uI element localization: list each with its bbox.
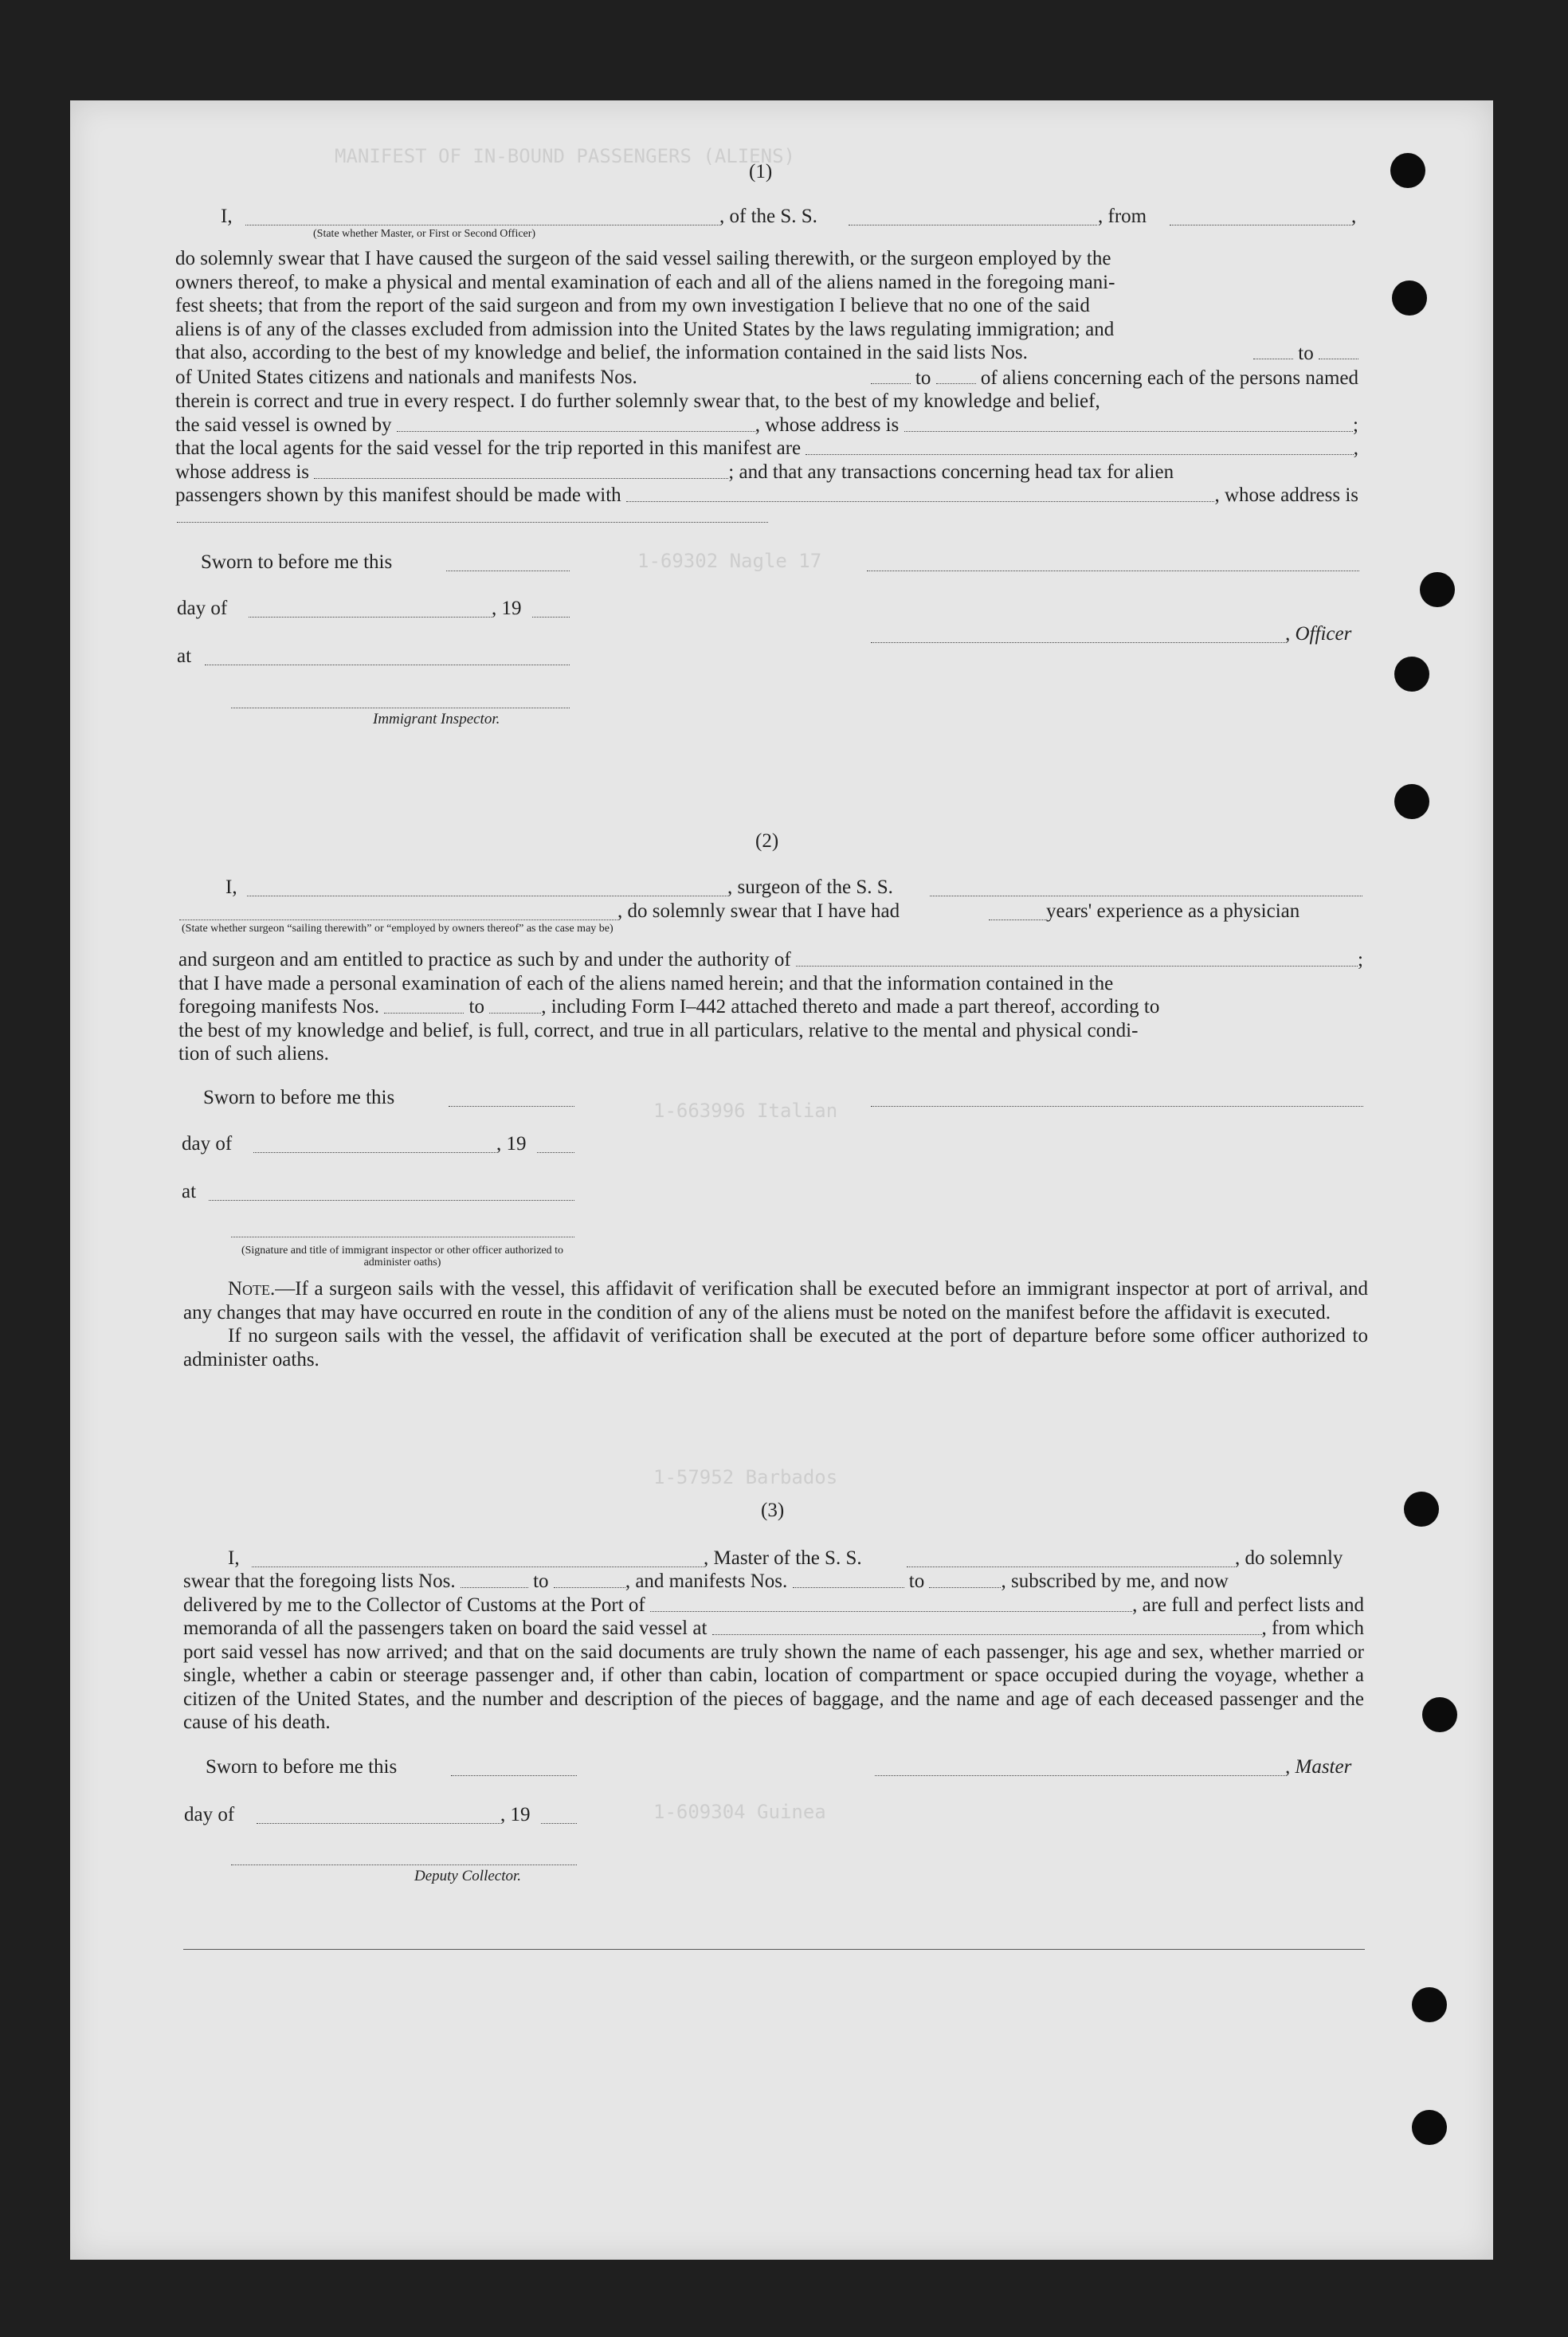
punch-hole [1394,657,1429,692]
section-number: (1) [749,161,773,182]
master-label: , Master [1285,1756,1352,1778]
oath-line: the best of my knowledge and belief, is full, correct, and true in all particulars, relative to the mental and physical condi- [178,1019,1139,1041]
solemnly-label: , do solemnly [1235,1547,1343,1569]
collector-label: Deputy Collector. [414,1868,522,1884]
year-label: , 19 [496,1133,527,1155]
oath-line [183,1570,1364,1594]
year-label: , 19 [492,598,522,619]
owner-field[interactable] [397,414,755,432]
sworn-label: Sworn to before me this [206,1756,398,1778]
of-ss-label: , of the S. S. [719,206,817,227]
oath-text: that also, according to the best of my knowledge and belief, the information contained in the said lists Nos. [175,342,1028,363]
oath-line: that I have made a personal examination of each of the aliens named herein; and that the information contained in the [178,972,1114,994]
agents-field[interactable] [806,437,1353,455]
lists-to-field[interactable] [554,1570,625,1588]
to-label: to [915,367,931,389]
authority-field[interactable] [796,948,1358,967]
owner-label: the said vessel is owned by [175,414,392,436]
oath-line: tion of such aliens. [178,1043,329,1065]
manifests-from-field[interactable] [793,1570,904,1588]
officer-note: (State whether Master, or First or Second Officer) [313,228,536,240]
oath-line [175,341,1358,366]
manifests-from-field[interactable] [384,995,464,1014]
day-of-label: day of [184,1804,235,1825]
oath-text: , are full and perfect lists and [1132,1594,1364,1616]
master-vessel-field[interactable] [907,1566,1235,1567]
oath-line [183,1617,1364,1641]
bleed-through-text: MANIFEST OF IN-BOUND PASSENGERS (ALIENS) [335,145,795,167]
year-label: , 19 [500,1804,531,1825]
embark-port-field[interactable] [712,1617,1262,1635]
address-label: whose address is [175,461,310,483]
section2-note [183,1277,1368,1371]
manifests-to-field[interactable] [929,1570,1001,1588]
sworn-day-field[interactable] [451,1775,577,1776]
oath-line: fest sheets; that from the report of the said surgeon and from my own investigation I believe that no one of the said [175,295,1090,316]
manifests-to-field[interactable] [936,366,976,384]
note-paragraph [183,1277,1368,1324]
day-of-label: day of [182,1133,233,1155]
head-tax-field[interactable] [626,484,1215,502]
oath-text: of aliens concerning each of the persons named [980,367,1358,389]
oath-line: do solemnly swear that I have caused the surgeon of the said vessel sailing therewith, or the surgeon employed by the [175,248,1111,269]
address-label: , whose address is [755,414,900,436]
surgeon-signature-field[interactable] [871,1106,1363,1107]
oath-line [175,484,1358,508]
punch-hole [1412,1987,1447,2022]
i-label: I, [221,206,233,227]
authority-label: and surgeon and am entitled to practice as such by and under the authority of [178,949,791,970]
surgeon-note: (State whether surgeon “sailing therewith” or “employed by owners thereof” as the case may be) [182,923,613,935]
section2-oath-body [178,948,1363,1066]
oath-line: aliens is of any of the classes excluded from admission into the United States by the laws regulating immigration; and [175,318,1115,340]
to-label: to [533,1570,549,1592]
sworn-day-field[interactable] [449,1106,574,1107]
oath-text: of United States citizens and nationals and manifests Nos. [175,366,637,388]
inspector-label: Immigrant Inspector. [373,711,500,727]
punch-hole [1404,1492,1439,1527]
day-of-label: day of [177,598,228,619]
comma: , [1351,206,1357,227]
section-number: (2) [755,830,779,852]
punch-hole [1420,572,1455,607]
oath-line [183,1594,1364,1617]
section-number: (3) [761,1500,785,1521]
port-label: delivered by me to the Collector of Customs at the Port of [183,1594,645,1616]
oath-line: therein is correct and true in every respect. I do further solemnly swear that, to the best of my knowledge and belief, [175,390,1100,412]
surgeon-of-label: , surgeon of the S. S. [727,876,893,898]
bleed-through-text: 1-609304 Guinea [653,1801,826,1823]
bleed-through-text: 1-663996 Italian [653,1100,838,1122]
head-tax-label: passengers shown by this manifest should be made with [175,484,621,506]
oath-paragraph: port said vessel has now arrived; and that on the said documents are truly shown the name of each passenger, his age and sex, whether married or single, whether a cabin or steerage passenger and, if other than cabin, location of compartment or space occupied during the voyage, whether a citizen of the United States, and the number and description of the pieces of baggage, and the name and age of each deceased passenger and the cause of his death. [183,1641,1364,1733]
punch-hole [1394,784,1429,819]
master-name-field[interactable] [252,1566,704,1567]
month-field[interactable] [253,1152,496,1153]
oath-line [178,995,1363,1019]
punch-hole [1392,280,1427,316]
year-field[interactable] [541,1823,577,1824]
address-label: , whose address is [1214,484,1358,506]
oath-line: and surgeon and am entitled to practice as such by and under the authority of ; [178,949,1363,970]
oath-line: the said vessel is owned by , whose address is ; [175,414,1358,436]
agents-address-field[interactable] [314,461,728,479]
owner-address-field[interactable] [904,414,1354,432]
at-label: at [182,1181,197,1202]
at-place-field[interactable] [209,1200,574,1201]
to-label: to [468,996,484,1018]
manifests-from-field[interactable] [871,366,911,384]
i-label: I, [225,876,237,898]
oath-line: owners thereof, to make a physical and mental examination of each and all of the aliens named in the foregoing mani- [175,271,1115,293]
oath-text: ; and that any transactions concerning head tax for alien [728,461,1174,483]
lists-to-field[interactable] [1319,341,1358,359]
lists-from-field[interactable] [461,1570,528,1588]
note-text: —If a surgeon sails with the vessel, this affidavit of verification shall be executed before an immigrant inspector at port of arrival, and any changes that may have occurred en route in the condition of any of the aliens must be noted on the manifest before the affidavit is executed. [183,1278,1368,1323]
lists-label: swear that the foregoing lists Nos. [183,1570,456,1592]
master-signature-field[interactable] [875,1775,1285,1776]
year-field[interactable] [537,1152,574,1153]
month-field[interactable] [257,1823,500,1824]
month-field[interactable] [249,617,492,618]
i-label: I, [228,1547,240,1569]
oath-line [175,366,1358,390]
punch-hole [1412,2110,1447,2145]
manifests-label: , and manifests Nos. [625,1570,788,1592]
embark-label: memoranda of all the passengers taken on board the said vessel at [183,1617,708,1639]
agents-label: that the local agents for the said vessel for the trip reported in this manifest are [175,437,802,459]
from-label: , from [1098,206,1147,227]
sworn-label: Sworn to before me this [201,551,393,573]
note-label: Note. [228,1278,276,1300]
oath-line [175,461,1358,484]
head-tax-address-field[interactable] [177,522,768,523]
to-label: to [1298,343,1314,364]
sworn-label: Sworn to before me this [203,1087,395,1108]
master-of-label: , Master of the S. S. [704,1547,862,1569]
footer-rule [183,1949,1365,1950]
punch-hole [1422,1697,1457,1732]
lists-from-field[interactable] [1253,341,1293,359]
experience-label: , do solemnly swear that I have had [617,900,900,922]
at-label: at [177,645,192,667]
bleed-through-text: 1-69302 Nagle 17 [637,550,822,572]
port-field[interactable] [650,1594,1132,1612]
section1-oath-body [175,247,1358,508]
note-paragraph: If no surgeon sails with the vessel, the affidavit of verification shall be executed at the port of departure before some officer authorized to administer oaths. [183,1325,1368,1370]
signature-note: (Signature and title of immigrant inspector or other officer authorized to administer oaths) [241,1245,564,1268]
officer-title-field[interactable] [871,642,1285,643]
physician-label: years' experience as a physician [1046,900,1300,922]
year-field[interactable] [532,617,570,618]
oath-text: , including Form I–442 attached thereto and made a part thereof, according to [541,996,1160,1018]
punch-hole [1390,153,1425,188]
to-label: to [908,1570,925,1592]
section3-oath-body [183,1570,1364,1735]
oath-line: that the local agents for the said vessel for the trip reported in this manifest are , [175,437,1358,459]
officer-label: , Officer [1285,623,1352,645]
manifests-label: foregoing manifests Nos. [178,996,380,1018]
oath-text: , subscribed by me, and now [1001,1570,1229,1592]
oath-text: , from which [1261,1617,1364,1639]
bleed-through-text: 1-57952 Barbados [653,1466,838,1488]
manifests-to-field[interactable] [489,995,541,1014]
